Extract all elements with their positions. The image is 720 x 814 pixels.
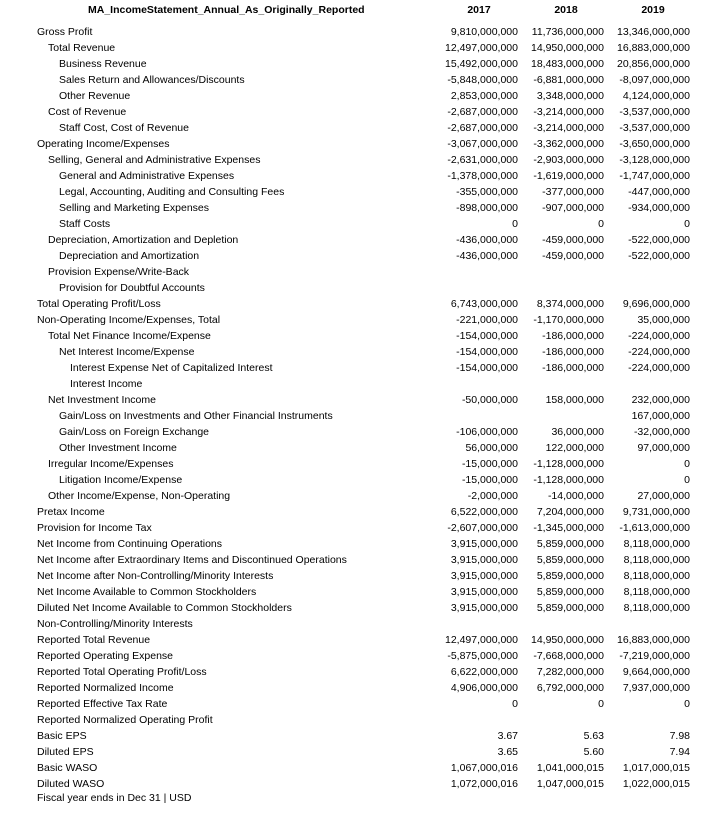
row-value-2019: 232,000,000	[631, 394, 690, 406]
table-row	[0, 408, 720, 424]
row-value-2018: 14,950,000,000	[531, 634, 604, 646]
table-row	[0, 360, 720, 376]
row-value-2018: -6,881,000,000	[533, 74, 604, 86]
row-value-2018: -186,000,000	[542, 330, 604, 342]
row-value-2017: 3,915,000,000	[450, 602, 518, 614]
row-value-2018: 122,000,000	[545, 442, 604, 454]
row-value-2018: -377,000,000	[542, 186, 604, 198]
row-label: Net Income Available to Common Stockholders	[37, 586, 257, 598]
row-label: Reported Operating Expense	[37, 650, 174, 662]
row-value-2018: -1,619,000,000	[533, 170, 604, 182]
row-label: Provision for Doubtful Accounts	[59, 282, 205, 294]
table-row	[0, 584, 720, 600]
row-value-2017: 3.65	[497, 746, 518, 758]
table-row	[0, 536, 720, 552]
row-value-2018: 6,792,000,000	[536, 682, 604, 694]
row-value-2019: 20,856,000,000	[617, 58, 690, 70]
row-value-2018: 1,047,000,015	[536, 778, 604, 790]
statement-title: MA_IncomeStatement_Annual_As_Originally_Reported	[88, 4, 365, 16]
row-label: Reported Normalized Income	[37, 682, 174, 694]
row-label: Selling, General and Administrative Expenses	[48, 154, 261, 166]
table-row	[0, 504, 720, 520]
row-value-2019: -3,650,000,000	[619, 138, 690, 150]
table-row	[0, 40, 720, 56]
row-value-2019: 13,346,000,000	[617, 26, 690, 38]
row-label: Net Interest Income/Expense	[59, 346, 195, 358]
row-value-2018: 7,204,000,000	[536, 506, 604, 518]
row-value-2017: 15,492,000,000	[445, 58, 518, 70]
table-row	[0, 312, 720, 328]
row-value-2018: -186,000,000	[542, 362, 604, 374]
table-row	[0, 200, 720, 216]
row-value-2019: -522,000,000	[628, 234, 690, 246]
row-label: Depreciation, Amortization and Depletion	[48, 234, 239, 246]
row-label: Non-Controlling/Minority Interests	[37, 618, 193, 630]
row-value-2019: 35,000,000	[637, 314, 690, 326]
table-row	[0, 664, 720, 680]
row-label: Other Income/Expense, Non-Operating	[48, 490, 231, 502]
row-value-2017: 12,497,000,000	[445, 634, 518, 646]
row-value-2018: 5.63	[583, 730, 604, 742]
row-value-2018: -907,000,000	[542, 202, 604, 214]
row-value-2017: 6,622,000,000	[450, 666, 518, 678]
table-row	[0, 216, 720, 232]
row-value-2017: 4,906,000,000	[450, 682, 518, 694]
table-row	[0, 24, 720, 40]
row-value-2018: -1,345,000,000	[533, 522, 604, 534]
row-value-2017: -1,378,000,000	[447, 170, 518, 182]
table-row	[0, 168, 720, 184]
row-value-2018: 3,348,000,000	[536, 90, 604, 102]
row-label: Gross Profit	[37, 26, 93, 38]
row-label: Irregular Income/Expenses	[48, 458, 174, 470]
table-row	[0, 440, 720, 456]
row-value-2018: -3,214,000,000	[533, 106, 604, 118]
row-value-2017: -221,000,000	[456, 314, 518, 326]
row-value-2017: -5,875,000,000	[447, 650, 518, 662]
row-label: Reported Total Revenue	[37, 634, 151, 646]
row-label: Diluted EPS	[37, 746, 94, 758]
year-header-2017: 2017	[467, 4, 491, 16]
row-value-2018: -1,170,000,000	[533, 314, 604, 326]
table-row	[0, 776, 720, 792]
row-value-2017: -436,000,000	[456, 234, 518, 246]
row-value-2018: -1,128,000,000	[533, 458, 604, 470]
row-label: Provision for Income Tax	[37, 522, 152, 534]
table-row	[0, 648, 720, 664]
row-value-2019: 0	[684, 458, 690, 470]
row-value-2019: 0	[684, 218, 690, 230]
row-value-2018: -3,362,000,000	[533, 138, 604, 150]
row-value-2018: 5,859,000,000	[536, 586, 604, 598]
row-value-2017: -15,000,000	[461, 474, 518, 486]
table-row	[0, 120, 720, 136]
row-label: Gain/Loss on Foreign Exchange	[59, 426, 210, 438]
table-row	[0, 280, 720, 296]
row-value-2019: -447,000,000	[628, 186, 690, 198]
row-value-2019: -1,747,000,000	[619, 170, 690, 182]
row-value-2019: 8,118,000,000	[623, 602, 690, 614]
row-value-2019: 16,883,000,000	[617, 42, 690, 54]
row-label: Net Income from Continuing Operations	[37, 538, 223, 550]
row-value-2019: -224,000,000	[628, 346, 690, 358]
row-value-2018: 18,483,000,000	[531, 58, 604, 70]
row-value-2018: 5,859,000,000	[536, 554, 604, 566]
row-value-2017: -154,000,000	[456, 346, 518, 358]
table-row	[0, 568, 720, 584]
row-value-2019: -224,000,000	[628, 330, 690, 342]
row-value-2019: 8,118,000,000	[623, 570, 690, 582]
table-row	[0, 600, 720, 616]
table-row	[0, 472, 720, 488]
row-value-2017: 3.67	[497, 730, 518, 742]
table-row	[0, 264, 720, 280]
row-value-2017: -355,000,000	[456, 186, 518, 198]
row-value-2017: -50,000,000	[461, 394, 518, 406]
row-value-2019: 97,000,000	[637, 442, 690, 454]
row-label: Litigation Income/Expense	[59, 474, 183, 486]
row-value-2019: 8,118,000,000	[623, 586, 690, 598]
row-value-2019: -934,000,000	[628, 202, 690, 214]
row-label: Interest Expense Net of Capitalized Interest	[70, 362, 273, 374]
row-value-2019: -3,128,000,000	[619, 154, 690, 166]
row-label: Net Income after Extraordinary Items and Discontinued Operations	[37, 554, 347, 566]
fiscal-year-note: Fiscal year ends in Dec 31 | USD	[37, 792, 192, 804]
row-value-2018: 14,950,000,000	[531, 42, 604, 54]
row-value-2017: 2,853,000,000	[450, 90, 518, 102]
row-label: Other Revenue	[59, 90, 131, 102]
row-value-2017: -3,067,000,000	[447, 138, 518, 150]
row-value-2019: -522,000,000	[628, 250, 690, 262]
row-value-2018: -2,903,000,000	[533, 154, 604, 166]
table-row	[0, 456, 720, 472]
row-value-2019: -3,537,000,000	[619, 106, 690, 118]
row-value-2019: 8,118,000,000	[623, 554, 690, 566]
year-header-2018: 2018	[554, 4, 578, 16]
table-row	[0, 328, 720, 344]
row-value-2017: -106,000,000	[456, 426, 518, 438]
table-row	[0, 232, 720, 248]
table-row	[0, 248, 720, 264]
row-label: Net Investment Income	[48, 394, 156, 406]
row-label: Reported Normalized Operating Profit	[37, 714, 213, 726]
row-label: Business Revenue	[59, 58, 147, 70]
table-row	[0, 712, 720, 728]
table-row	[0, 760, 720, 776]
table-row	[0, 632, 720, 648]
row-label: Reported Total Operating Profit/Loss	[37, 666, 207, 678]
year-header-2019: 2019	[641, 4, 665, 16]
row-value-2019: 1,022,000,015	[622, 778, 690, 790]
row-label: Diluted WASO	[37, 778, 105, 790]
row-value-2018: 5,859,000,000	[536, 602, 604, 614]
row-label: Basic EPS	[37, 730, 87, 742]
row-value-2019: 9,696,000,000	[622, 298, 690, 310]
row-value-2019: 16,883,000,000	[617, 634, 690, 646]
table-row	[0, 344, 720, 360]
row-value-2018: 8,374,000,000	[536, 298, 604, 310]
row-label: Selling and Marketing Expenses	[59, 202, 210, 214]
row-value-2017: -2,631,000,000	[447, 154, 518, 166]
row-label: Diluted Net Income Available to Common Stockholders	[37, 602, 292, 614]
row-value-2019: 9,664,000,000	[622, 666, 690, 678]
row-value-2017: 3,915,000,000	[450, 538, 518, 550]
table-row	[0, 488, 720, 504]
row-value-2017: 3,915,000,000	[450, 570, 518, 582]
row-value-2017: 0	[512, 698, 518, 710]
row-value-2017: 0	[512, 218, 518, 230]
row-value-2017: 9,810,000,000	[450, 26, 518, 38]
row-value-2017: -154,000,000	[456, 330, 518, 342]
row-value-2018: 5,859,000,000	[536, 570, 604, 582]
table-row	[0, 552, 720, 568]
row-value-2017: 56,000,000	[465, 442, 518, 454]
table-row	[0, 424, 720, 440]
row-label: Reported Effective Tax Rate	[37, 698, 168, 710]
row-label: General and Administrative Expenses	[59, 170, 235, 182]
row-value-2017: -2,000,000	[467, 490, 518, 502]
row-value-2017: -154,000,000	[456, 362, 518, 374]
row-value-2018: -459,000,000	[542, 234, 604, 246]
table-row	[0, 696, 720, 712]
table-row	[0, 392, 720, 408]
row-value-2017: 6,743,000,000	[450, 298, 518, 310]
row-value-2018: 5.60	[583, 746, 604, 758]
row-label: Interest Income	[70, 378, 143, 390]
row-value-2018: -14,000,000	[547, 490, 604, 502]
row-label: Gain/Loss on Investments and Other Financial Instruments	[59, 410, 333, 422]
row-value-2018: 0	[598, 218, 604, 230]
row-value-2018: 0	[598, 698, 604, 710]
row-value-2018: -186,000,000	[542, 346, 604, 358]
row-value-2019: -32,000,000	[633, 426, 690, 438]
row-label: Legal, Accounting, Auditing and Consulting Fees	[59, 186, 285, 198]
row-value-2019: 27,000,000	[637, 490, 690, 502]
table-row	[0, 744, 720, 760]
row-value-2017: 1,067,000,016	[450, 762, 518, 774]
row-value-2017: -2,607,000,000	[447, 522, 518, 534]
row-label: Depreciation and Amortization	[59, 250, 200, 262]
table-row	[0, 152, 720, 168]
row-value-2019: 1,017,000,015	[622, 762, 690, 774]
row-label: Non-Operating Income/Expenses, Total	[37, 314, 221, 326]
table-row	[0, 680, 720, 696]
row-value-2019: -1,613,000,000	[619, 522, 690, 534]
row-value-2019: 0	[684, 698, 690, 710]
row-value-2018: -3,214,000,000	[533, 122, 604, 134]
row-value-2017: 6,522,000,000	[450, 506, 518, 518]
row-value-2019: 167,000,000	[631, 410, 690, 422]
row-value-2018: -1,128,000,000	[533, 474, 604, 486]
row-value-2018: 36,000,000	[551, 426, 604, 438]
row-label: Total Operating Profit/Loss	[37, 298, 161, 310]
table-row	[0, 520, 720, 536]
table-row	[0, 296, 720, 312]
row-label: Operating Income/Expenses	[37, 138, 170, 150]
row-value-2019: 7.98	[669, 730, 690, 742]
table-row	[0, 136, 720, 152]
table-row	[0, 88, 720, 104]
table-row	[0, 728, 720, 744]
row-value-2019: 0	[684, 474, 690, 486]
table-row	[0, 56, 720, 72]
row-value-2017: 1,072,000,016	[450, 778, 518, 790]
row-value-2017: -2,687,000,000	[447, 106, 518, 118]
row-label: Total Net Finance Income/Expense	[48, 330, 211, 342]
row-label: Total Revenue	[48, 42, 116, 54]
row-value-2019: 7,937,000,000	[622, 682, 690, 694]
row-value-2017: -15,000,000	[461, 458, 518, 470]
row-value-2019: -224,000,000	[628, 362, 690, 374]
row-value-2017: -898,000,000	[456, 202, 518, 214]
table-row	[0, 616, 720, 632]
row-value-2018: 5,859,000,000	[536, 538, 604, 550]
row-label: Pretax Income	[37, 506, 105, 518]
row-value-2019: 7.94	[669, 746, 690, 758]
row-value-2017: -5,848,000,000	[447, 74, 518, 86]
table-row	[0, 104, 720, 120]
row-label: Provision Expense/Write-Back	[48, 266, 190, 278]
row-value-2017: -2,687,000,000	[447, 122, 518, 134]
row-value-2019: -7,219,000,000	[619, 650, 690, 662]
row-value-2017: 12,497,000,000	[445, 42, 518, 54]
row-value-2019: 9,731,000,000	[622, 506, 690, 518]
row-value-2017: -436,000,000	[456, 250, 518, 262]
row-value-2019: -3,537,000,000	[619, 122, 690, 134]
row-value-2017: 3,915,000,000	[450, 586, 518, 598]
row-label: Staff Cost, Cost of Revenue	[59, 122, 189, 134]
row-label: Other Investment Income	[59, 442, 177, 454]
row-value-2019: -8,097,000,000	[619, 74, 690, 86]
row-value-2018: 7,282,000,000	[536, 666, 604, 678]
row-value-2018: 11,736,000,000	[531, 26, 604, 38]
row-label: Basic WASO	[37, 762, 98, 774]
row-label: Sales Return and Allowances/Discounts	[59, 74, 245, 86]
row-value-2018: -459,000,000	[542, 250, 604, 262]
row-value-2017: 3,915,000,000	[450, 554, 518, 566]
table-row	[0, 72, 720, 88]
table-row	[0, 376, 720, 392]
row-value-2018: 1,041,000,015	[536, 762, 604, 774]
row-value-2018: 158,000,000	[545, 394, 604, 406]
table-row	[0, 184, 720, 200]
row-value-2019: 8,118,000,000	[623, 538, 690, 550]
row-label: Staff Costs	[59, 218, 111, 230]
row-value-2018: -7,668,000,000	[533, 650, 604, 662]
row-label: Net Income after Non-Controlling/Minority Interests	[37, 570, 274, 582]
row-label: Cost of Revenue	[48, 106, 127, 118]
row-value-2019: 4,124,000,000	[622, 90, 690, 102]
